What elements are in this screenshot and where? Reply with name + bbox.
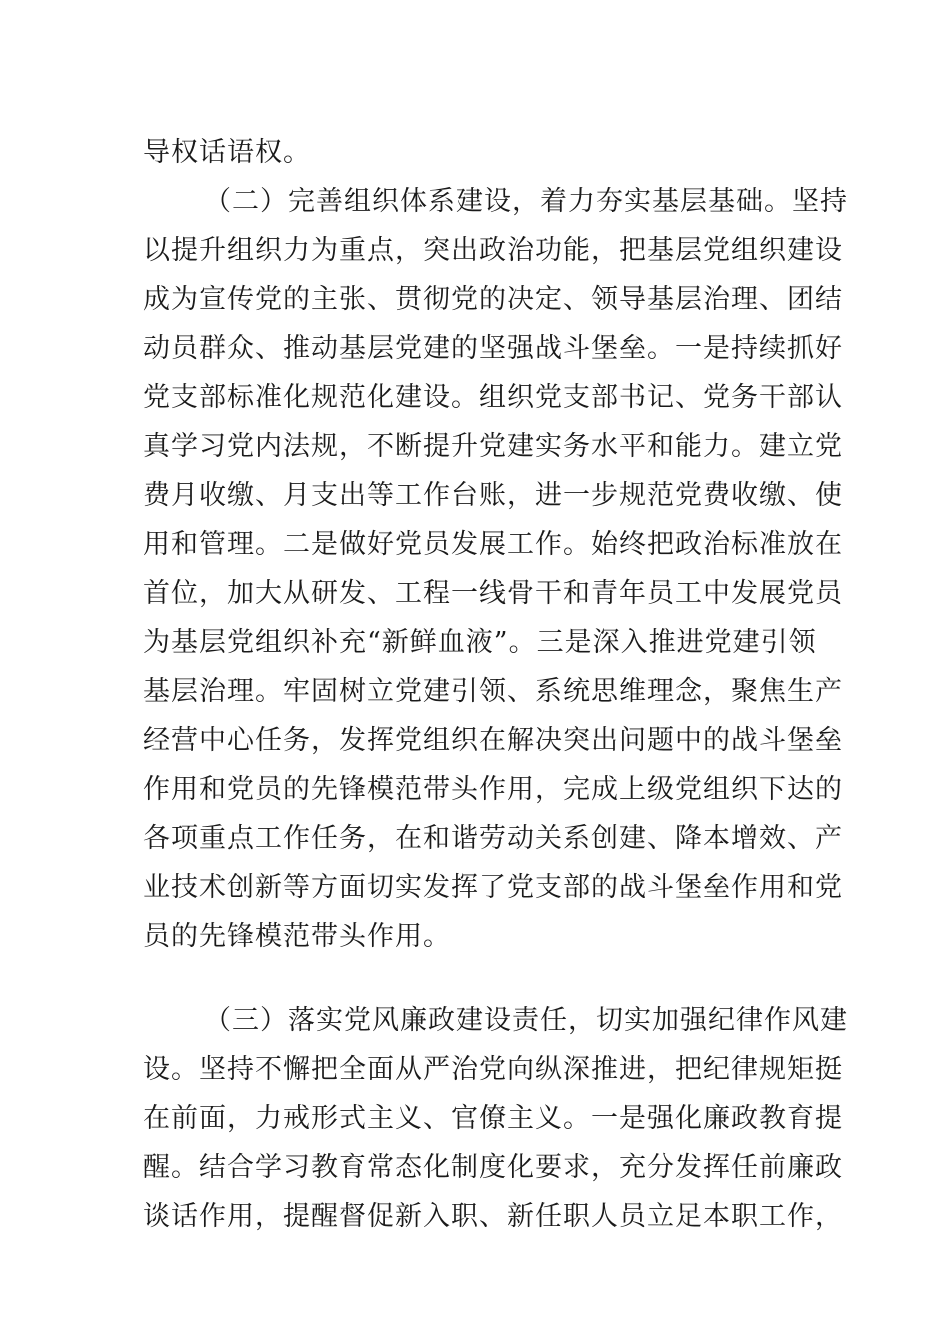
text-line-15: 各项重点工作任务，在和谐劳动关系创建、降本增效、产: [143, 823, 843, 854]
section-heading-2: （二）完善组织体系建设，着力夯实基层基础。坚持: [204, 186, 848, 217]
text-line-12: 基层治理。牢固树立党建引领、系统思维理念，聚焦生产: [143, 676, 843, 707]
text-line-17: 员的先锋模范带头作用。: [143, 921, 451, 952]
text-line-1: 导权话语权。: [143, 137, 311, 168]
text-line-10: 首位，加大从研发、工程一线骨干和青年员工中发展党员: [143, 578, 843, 609]
text-line-20: 在前面，力戒形式主义、官僚主义。一是强化廉政教育提: [143, 1103, 843, 1134]
text-line-3: 以提升组织力为重点，突出政治功能，把基层党组织建设: [143, 235, 843, 266]
text-line-21: 醒。结合学习教育常态化制度化要求，充分发挥任前廉政: [143, 1152, 843, 1183]
text-line-9: 用和管理。二是做好党员发展工作。始终把政治标准放在: [143, 529, 843, 560]
text-line-7: 真学习党内法规，不断提升党建实务水平和能力。建立党: [143, 431, 843, 462]
text-line-16: 业技术创新等方面切实发挥了党支部的战斗堡垒作用和党: [143, 872, 843, 903]
text-line-4: 成为宣传党的主张、贯彻党的决定、领导基层治理、团结: [143, 284, 843, 315]
text-line-13: 经营中心任务，发挥党组织在解决突出问题中的战斗堡垒: [143, 725, 843, 756]
text-line-5: 动员群众、推动基层党建的坚强战斗堡垒。一是持续抓好: [143, 333, 843, 364]
text-line-19: 设。坚持不懈把全面从严治党向纵深推进，把纪律规矩挺: [143, 1054, 843, 1085]
text-line-11: 为基层党组织补充“新鲜血液”。三是深入推进党建引领: [143, 627, 817, 658]
text-line-6: 党支部标准化规范化建设。组织党支部书记、党务干部认: [143, 382, 843, 413]
text-line-22: 谈话作用，提醒督促新入职、新任职人员立足本职工作，: [143, 1201, 843, 1232]
text-line-14: 作用和党员的先锋模范带头作用，完成上级党组织下达的: [143, 774, 843, 805]
text-line-8: 费月收缴、月支出等工作台账，进一步规范党费收缴、使: [143, 480, 843, 511]
section-heading-3: （三）落实党风廉政建设责任，切实加强纪律作风建: [204, 1005, 848, 1036]
